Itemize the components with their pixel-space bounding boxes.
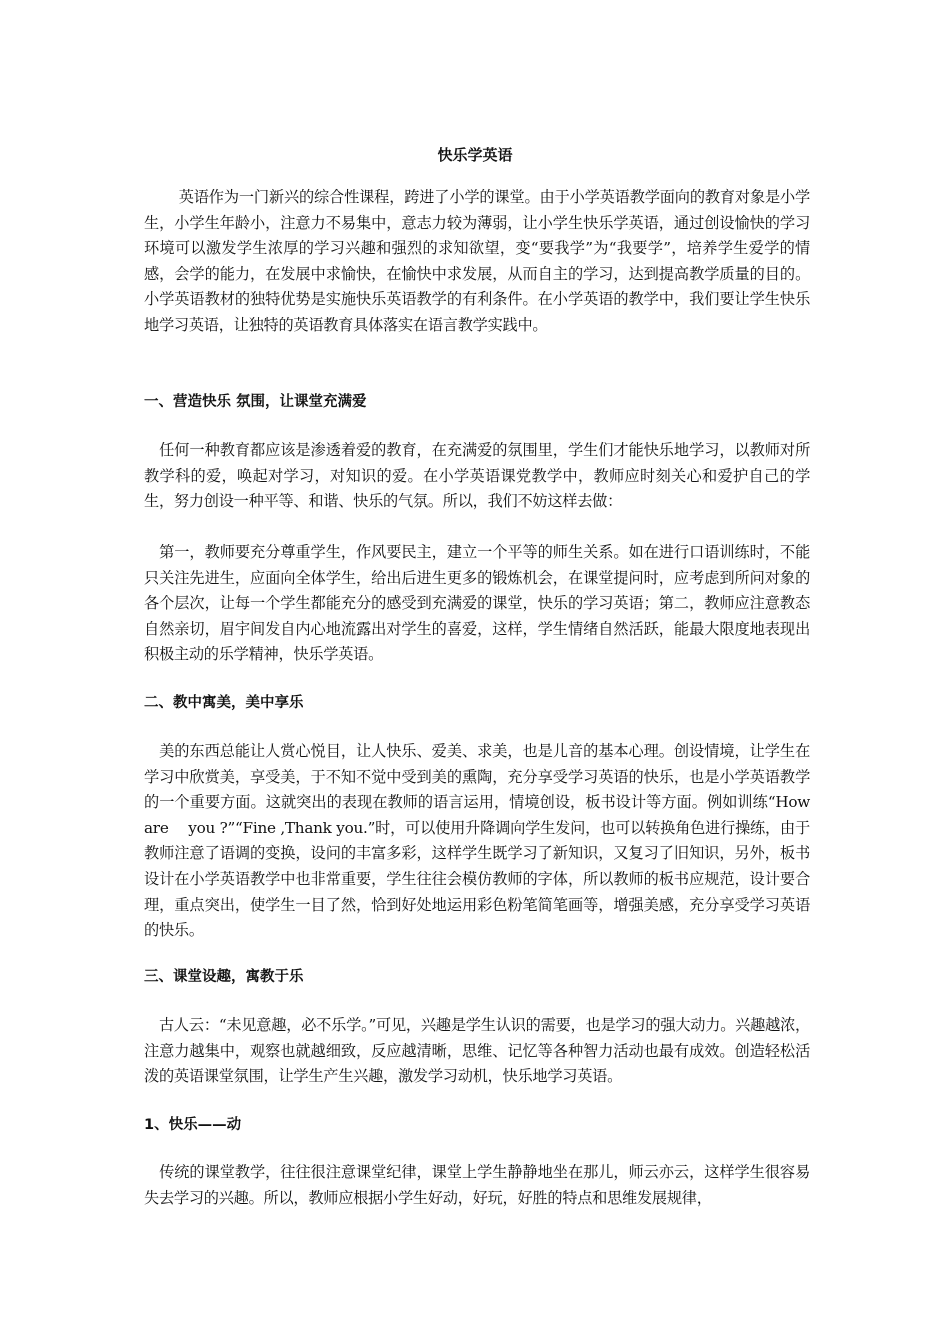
section-3-paragraph-1: 古人云：“未见意趣，必不乐学。”可见，兴趣是学生认识的需要，也是学习的强大动力。兴趣越浓，注意力越集中，观察也就越细致，反应越清晰，思维、记忆等各种智力活动也最有成效。创造轻松活泼的英语课堂氛围，让学生产生兴趣，激发学习动机，快乐地学习英语。	[144, 1016, 810, 1086]
section-1-paragraph-1: 任何一种教育都应该是渗透着爱的教育，在充满爱的氛围里，学生们才能快乐地学习，以教师对所教学科的爱，唤起对学习，对知识的爱。在小学英语课党教学中，教师应时刻关心和爱护自己的学生，努力创设一种平等、和谐、快乐的气氛。所以，我们不妨这样去做：	[144, 441, 810, 511]
document-title: 快乐学英语	[437, 146, 513, 164]
section-3-heading: 三、课堂设趣，寓教于乐	[144, 969, 304, 985]
section-2-paragraph-1: 美的东西总能让人赏心悦目，让人快乐、爱美、求美，也是儿音的基本心理。创设情境，让学生在学习中欣赏美，享受美，于不知不觉中受到美的熏陶，充分享受学习英语的快乐，也是小学英语教学的一个重要方面。这就突出的表现在教师的语言运用，情境创设，板书设计等方面。例如训练“How are you ?”“Fine ,Thank you.”时，可以使用升降调向学生发问，也可以转换角色进行操练，由于教师注意了语调的变换，设问的丰富多彩，这样学生既学习了新知识，又复习了旧知识，另外，板书设计在小学英语教学中也非常重要，学生往往会模仿教师的字体，所以教师的板书应规范，设计要合理，重点突出，使学生一目了然，恰到好处地运用彩色粉笔简笔画等，增强美感，充分享受学习英语的快乐。	[144, 742, 830, 940]
subsection-1-heading: 1、快乐——动	[144, 1117, 242, 1133]
intro-paragraph: 英语作为一门新兴的综合性课程，跨进了小学的课堂。由于小学英语教学面向的教育对象是小学生，小学生年龄小，注意力不易集中，意志力较为薄弱，让小学生快乐学英语，通过创设愉快的学习环境可以激发学生浓厚的学习兴趣和强烈的求知欲望，变“要我学”为“我要学”，培养学生爱学的情感，会学的能力，在发展中求愉快，在愉快中求发展，从而自主的学习，达到提高教学质量的目的。小学英语教材的独特优势是实施快乐英语教学的有利条件。在小学英语的教学中，我们要让学生快乐地学习英语，让独特的英语教育具体落实在语言教学实践中。	[144, 188, 810, 334]
subsection-1-paragraph-1: 传统的课堂教学，往往很注意课堂纪律，课堂上学生静静地坐在那儿，师云亦云，这样学生很容易失去学习的兴趣。所以，教师应根据小学生好动，好玩，好胜的特点和思维发展规律，	[144, 1163, 810, 1207]
section-1-paragraph-2: 第一，教师要充分尊重学生，作风要民主，建立一个平等的师生关系。如在进行口语训练时，不能只关注先进生，应面向全体学生，给出后进生更多的锻炼机会，在课堂提问时，应考虑到所问对象的各个层次，让每一个学生都能充分的感受到充满爱的课堂，快乐的学习英语；第二，教师应注意教态自然亲切，眉宇间发自内心地流露出对学生的喜爱，这样，学生情绪自然活跃，能最大限度地表现出积极主动的乐学精神，快乐学英语。	[144, 543, 810, 664]
section-2-heading: 二、教中寓美，美中享乐	[144, 695, 304, 711]
section-1-heading: 一、营造快乐 氛围，让课堂充满爱	[144, 394, 367, 410]
